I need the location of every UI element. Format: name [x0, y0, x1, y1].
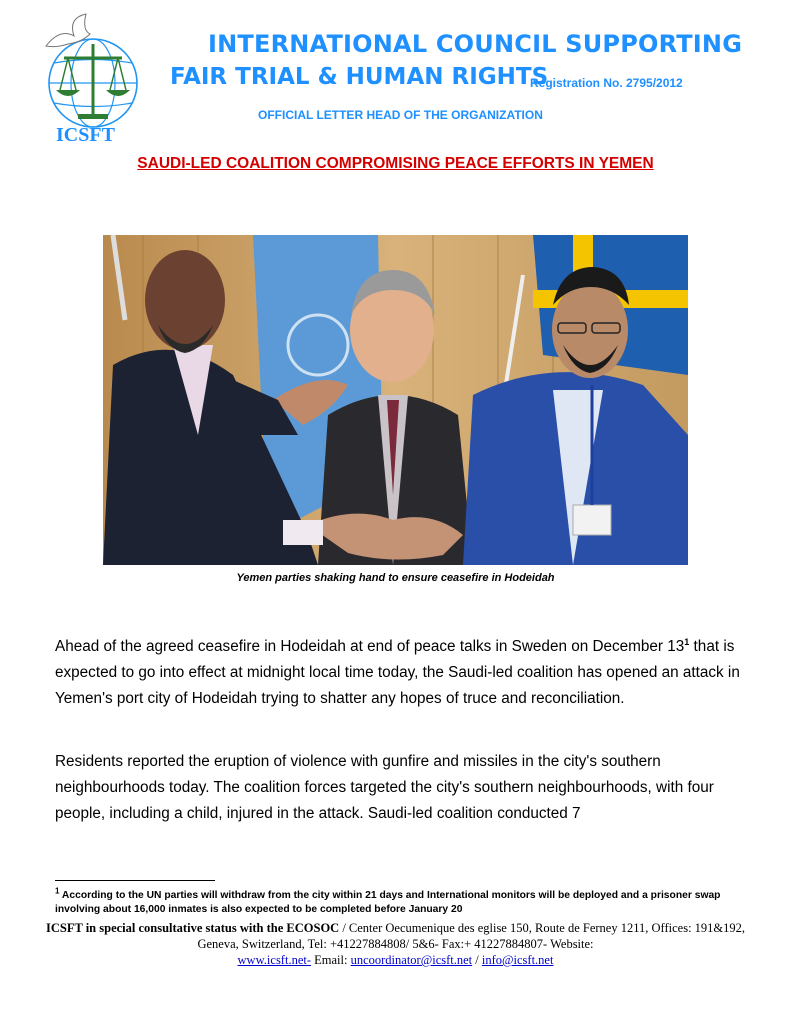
- body-paragraph-1: [55, 634, 745, 712]
- paragraph-2-text: Residents reported the eruption of violence with gunfire and missiles in the city's southern neighbourhoods today. The coalition forces targeted the city's southern neighbourhoods, with four people, including a child, injured in the attack. Saudi-led coalition conducted 7: [55, 753, 714, 822]
- footnote-text: According to the UN parties will withdraw from the city within 21 days and International monitors will be deployed and a prisoner swap involving about 16,000 inmates is also expected to be completed before January 20: [55, 890, 721, 915]
- document-headline: SAUDI-LED COALITION COMPROMISING PEACE EFFORTS IN YEMEN: [137, 155, 654, 172]
- org-acronym: ICSFT: [56, 124, 115, 146]
- photo-caption: Yemen parties shaking hand to ensure ceasefire in Hodeidah: [236, 572, 555, 584]
- paragraph-1-text-b: that is expected to go into effect at midnight local time today, the Saudi-led coalition has opened an attack in Yemen's port city of Hodeidah trying to shatter any hopes of truce and reconciliation.: [55, 638, 740, 707]
- footnote-separator: [55, 880, 215, 881]
- footer-status: ICSFT in special consultative status with the ECOSOC: [45, 921, 340, 935]
- org-name-line-1: INTERNATIONAL COUNCIL SUPPORTING: [208, 30, 743, 58]
- letterhead-subtitle: OFFICIAL LETTER HEAD OF THE ORGANIZATION: [258, 108, 543, 122]
- footnote-reference[interactable]: 1: [684, 636, 690, 647]
- email-link-info[interactable]: info@icsft.net: [481, 953, 554, 967]
- email-label: Email:: [311, 953, 351, 967]
- email-separator: /: [472, 953, 482, 967]
- body-paragraph-2: [55, 749, 745, 827]
- website-link[interactable]: www.icsft.net-: [237, 953, 312, 967]
- org-name-line-2: FAIR TRIAL & HUMAN RIGHTS: [170, 64, 549, 90]
- registration-number: Registration No. 2795/2012: [530, 76, 683, 90]
- email-link-coordinator[interactable]: uncoordinator@icsft.net: [350, 953, 473, 967]
- letter-footer: [40, 920, 751, 968]
- paragraph-1-text-a: Ahead of the agreed ceasefire in Hodeidah at end of peace talks in Sweden on December 13: [55, 638, 685, 655]
- footer-address: / Center Oecumenique des eglise 150, Route de Ferney 1211, Offices: 191&192, Geneva, Switzerland, Tel: +41227884808/ 5&6- Fax:+ 41227884807- Website:: [197, 921, 746, 951]
- footnote-marker: 1: [55, 886, 60, 896]
- handshake-photo: [103, 235, 688, 565]
- footnote: [55, 886, 755, 917]
